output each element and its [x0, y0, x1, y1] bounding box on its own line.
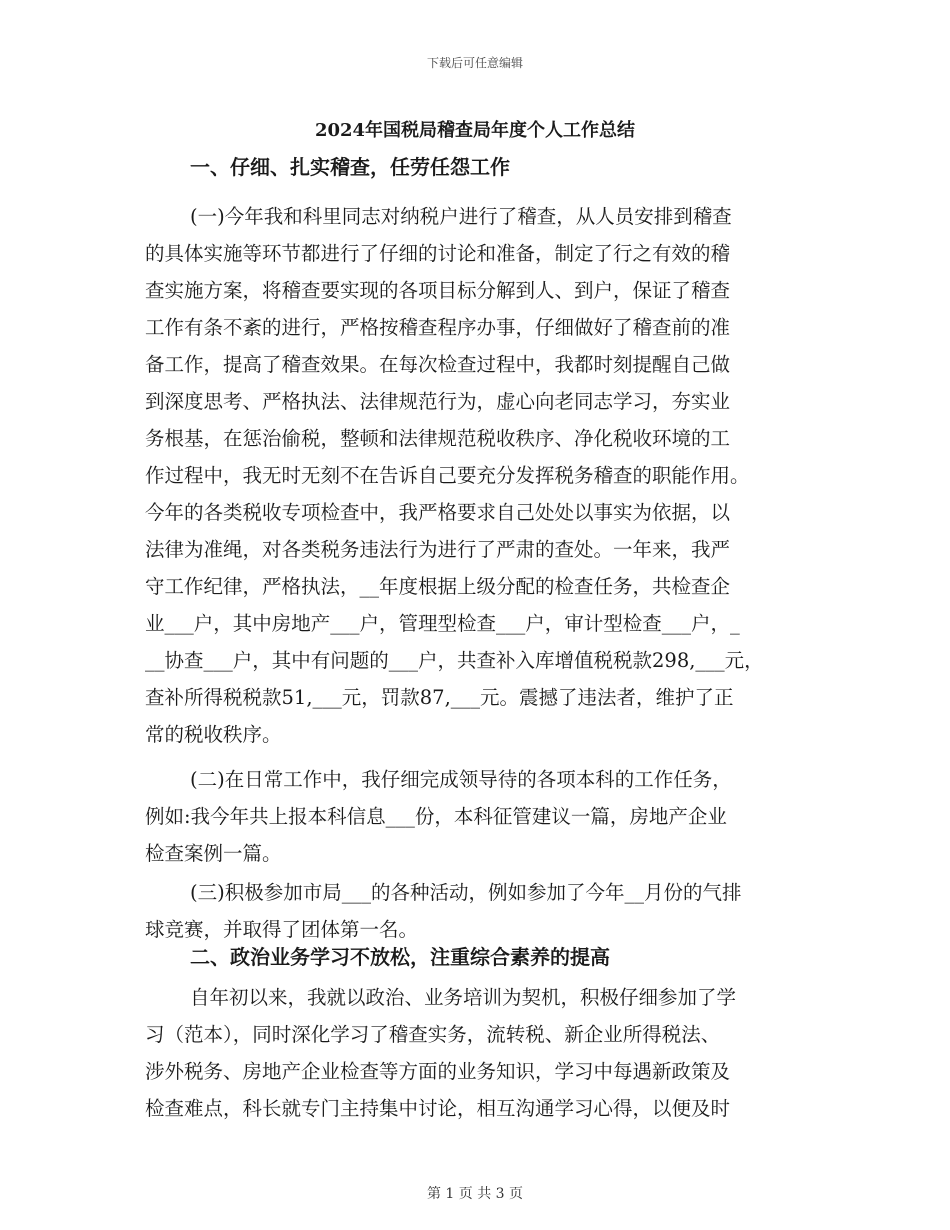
page-footer: 第 1 页 共 3 页	[426, 1186, 524, 1202]
paragraph-line: 涉外税务、房地产企业检查等方面的业务知识，学习中每遇新政策及	[145, 1060, 731, 1083]
section-heading: 二、政治业务学习不放松，注重综合素养的提高	[190, 945, 610, 969]
paragraph-line: 作过程中，我无时无刻不在告诉自己要充分发挥税务稽查的职能作用。	[145, 464, 750, 487]
paragraph-line: 常的税收秩序。	[145, 723, 282, 746]
document-title: 2024年国税局稽查局年度个人工作总结	[314, 120, 636, 141]
paragraph-line: 备工作，提高了稽查效果。在每次检查过程中，我都时刻提醒自己做	[145, 353, 731, 376]
section-heading: 一、仔细、扎实稽查，任劳任怨工作	[190, 155, 510, 179]
paragraph-line: 查补所得税税款51,___元，罚款87,___元。震撼了违法者，维护了正	[145, 686, 734, 709]
paragraph-line: (一)今年我和科里同志对纳税户进行了稽查，从人员安排到稽查	[190, 205, 732, 228]
paragraph-line: (二)在日常工作中，我仔细完成领导待的各项本科的工作任务，	[190, 768, 732, 791]
paragraph-line: 自年初以来，我就以政治、业务培训为契机，积极仔细参加了学	[190, 986, 737, 1009]
paragraph-line: 查实施方案，将稽查要实现的各项目标分解到人、到户，保证了稽查	[145, 279, 731, 302]
paragraph-line: 务根基，在惩治偷税，整顿和法律规范税收秩序、净化税收环境的工	[145, 427, 731, 450]
paragraph-line: 检查难点，科长就专门主持集中讨论，相互沟通学习心得，以便及时	[145, 1097, 731, 1120]
paragraph-line: 到深度思考、严格执法、法律规范行为，虚心向老同志学习，夯实业	[145, 390, 731, 413]
paragraph-line: 守工作纪律，严格执法，__年度根据上级分配的检查任务，共检查企	[145, 575, 731, 598]
paragraph-line: 法律为准绳，对各类税务违法行为进行了严肃的查处。一年来，我严	[145, 538, 731, 561]
paragraph-line: 例如:我今年共上报本科信息___份，本科征管建议一篇，房地产企业	[145, 805, 727, 828]
paragraph-line: 今年的各类税收专项检查中，我严格要求自己处处以事实为依据，以	[145, 501, 731, 524]
paragraph-line: 的具体实施等环节都进行了仔细的讨论和准备，制定了行之有效的稽	[145, 242, 731, 265]
paragraph-line: 工作有条不紊的进行，严格按稽查程序办事，仔细做好了稽查前的准	[145, 316, 731, 339]
paragraph-line: (三)积极参加市局___的各种活动，例如参加了今年__月份的气排	[190, 881, 742, 904]
paragraph-line: 球竞赛，并取得了团体第一名。	[145, 918, 419, 941]
paragraph-line: 业___户，其中房地产___户，管理型检查___户，审计型检查___户，_	[145, 612, 740, 635]
paragraph-line: 检查案例一篇。	[145, 842, 282, 865]
paragraph-line: __协查___户，其中有问题的___户，共查补入库增值税税款298,___元，	[145, 649, 764, 672]
paragraph-line: 习（范本），同时深化学习了稽查实务，流转税、新企业所得税法、	[145, 1023, 721, 1046]
header-note: 下载后可任意编辑	[426, 56, 523, 70]
